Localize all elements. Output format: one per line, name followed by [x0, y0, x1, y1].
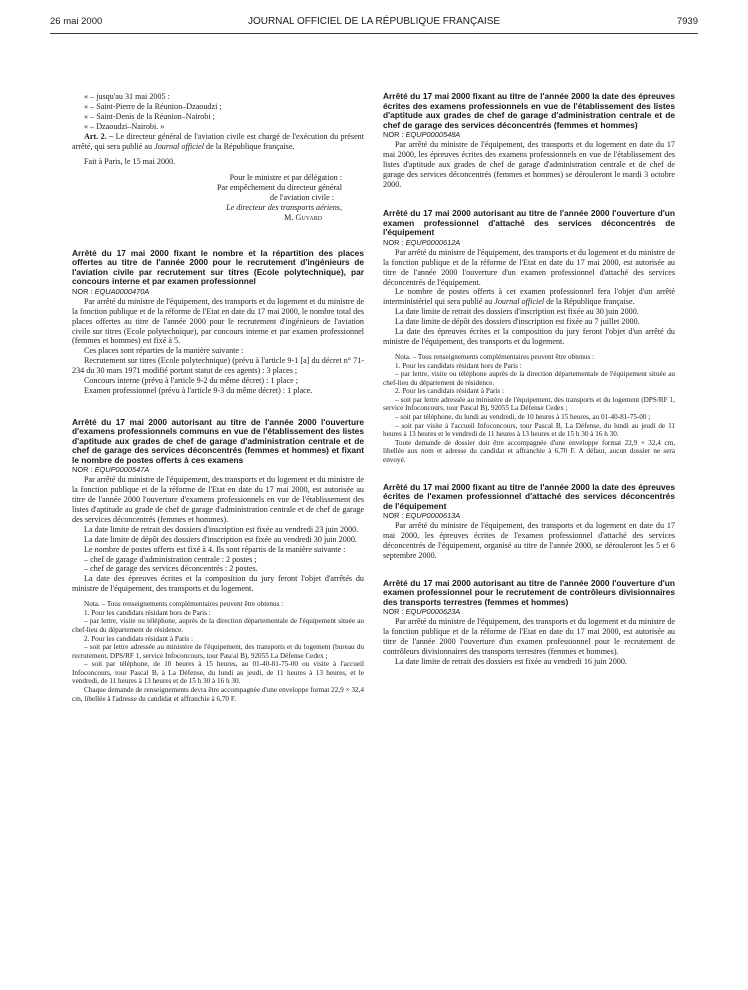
right-column: Arrêté du 17 mai 2000 fixant au titre de l'année 2000 la date des épreuves écrites des examens professionnels en vue de l'établissement des listes d'aptitude aux grades de chef de garage d'administration centrale et de chef de garage des services déconcentrés (femmes et hommes) NOR : EQUP0000548A Par arrêté du ministre de l'équipement, des transports et du logement en date du 17 mai 2000, les épreuves écrites des examens professionnels en vue de l'établissement des listes d'aptitude aux grades de chef de garage d'administration centrale et de chef de garage des services déconcentrés (femmes et hommes) se dérouleront le mardi 3 octobre 2000. Arrêté du 17 mai 2000 autorisant au titre de l'année 2000 l'ouverture d'un examen professionnel d'attaché des services déconcentrés de l'équipement NOR : EQUP0000612A Par arrêté du ministre de l'équipement, des transports et du logement et du ministre de la fonction publique et de la réforme de l'Etat en date du 17 mai 2000, est autorisée au titre de l'année 2000 l'ouverture d'un examen professionnel d'attaché des services déconcentrés de l'équipement. Le nombre de postes offerts à cet examen professionnel fera l'objet d'un arrêté interministériel qui sera publié au Journal officiel de la République française. La date limite de retrait des dossiers d'inscription est fixée au 30 juin 2000. La date limite de dépôt des dossiers d'inscription est fixée au 7 juillet 2000. La date des épreuves écrites et la composition du jury feront l'objet d'un arrêté du ministre de l'équipement, des transports et du logement. Nota. – Tous renseignements complémentaires peuvent être obtenus : 1. Pour les candidats résidant hors de Paris : – par lettre, visite ou téléphone auprès de la direction départementale de l'équipement située au chef-lieu du département de résidence. 2. Pour les candidats résidant à Paris : – soit par lettre adressée au ministère de l'équipement, des transports et du logement (DPS/RF 1, service Infoconcours, tour Pascal B), 92055 La Défense Cedex ; – soit par téléphone, du lundi au vendredi, de 10 heures à 15 heures, au 01-40-81-75-00 ; – soit par visite à l'accueil Infoconcours, tour Pascal B, La Défense, du lundi au jeudi de 11 heures à 13 heures et le vendredi de 11 heures à 13 heures et de 15 h 30 à 16 h 30. Toute demande de dossier doit être accompagnée d'une enveloppe format 22,9 × 32,4 cm, libellée aux nom et adresse du candidat et affranchie à 6,70 F. A défaut, aucun dossier ne sera envoyé. Arrêté du 17 mai 2000 fixant au titre de l'année 2000 la date des épreuves écrites de l'examen professionnel d'attaché des services déconcentrés de l'équipement NOR : EQUP0000613A Par arrêté du ministre de l'équipement, des transports et du logement en date du 17 mai 2000, les épreuves écrites de l'examen professionnel d'attaché des services déconcentrés de l'équipement, organisé au titre de l'année 2000, se dérouleront les 5 et 6 septembre 2000. Arrêté du 17 mai 2000 autorisant au titre de l'année 2000 l'ouverture d'un examen professionnel pour le recrutement de contrôleurs divisionnaires des transports terrestres (femmes et hommes) NOR : EQUP0000623A Par arrêté du ministre de l'équipement, des transports et du logement et du ministre de la fonction publique et de la réforme de l'Etat en date du 17 mai 2000, est autorisée au titre de l'année 2000 l'ouverture d'un examen professionnel pour le recrutement de contrôleurs divisionnaires des transports terrestres (femmes et hommes). La date limite de retrait des dossiers est fixée au vendredi 16 juin 2000. [383, 91, 675, 666]
route-item: « – jusqu'au 31 mai 2005 : [84, 92, 170, 101]
signatory-name: M. Guyard [284, 212, 322, 222]
left-column: « – jusqu'au 31 mai 2005 : « – Saint-Pierre de la Réunion–Dzaoudzi ; « – Saint-Denis de la Réunion–Nairobi ; « – Dzaoudzi–Nairobi. » Art. 2. – Le directeur général de l'aviation civile est chargé de l'exécution du présent arrêté, qui sera publié au Journal officiel de la République française. Fait à Paris, le 15 mai 2000. Pour le ministre et par délégation : Par empêchement du directeur général de l'aviation civile : Le directeur des transports aériens, M. Guyard Arrêté du 17 mai 2000 fixant le nombre et la répartition des places offertes au titre de l'année 2000 pour le recrutement d'ingénieurs de l'aviation civile par recrutement sur titres (Ecole polytechnique), par concours interne et par examen professionnel NOR : EQUA0000470A Par arrêté du ministre de l'équipement, des transports et du logement et du ministre de la fonction publique et de la réforme de l'Etat en date du 17 mai 2000, le nombre total des places offertes au titre de l'année 2000 pour le recrutement d'ingénieurs de l'aviation civile sur titres (Ecole polytechnique), par concours interne et par examen professionnel (femmes et hommes) est fixé à 5. Ces places sont réparties de la manière suivante : Recrutement sur titres (Ecole polytechnique) (prévu à l'article 9-1 [a] du décret n° 71-234 du 30 mars 1971 modifié portant statut de ces agents) : 3 places ; Concours interne (prévu à l'article 9-2 du même décret) : 1 place ; Examen professionnel (prévu à l'article 9-3 du même décret) : 1 place. Arrêté du 17 mai 2000 autorisant au titre de l'année 2000 l'ouverture d'examens professionnels communs en vue de l'établissement des listes d'aptitude aux grades de chef de garage d'administration centrale et de chef de garage des services déconcentrés (femmes et hommes) et fixant le nombre de postes offerts à ces examens NOR : EQUP0000547A Par arrêté du ministre de l'équipement, des transports et du logement et du ministre de la fonction publique et de la réforme de l'Etat en date du 17 mai 2000, est autorisée au titre de l'année 2000 l'ouverture d'examens professionnels en vue de l'établissement des listes d'aptitude au grade de chef de garage d'administration centrale et de chef de garage des services déconcentrés (femmes et hommes). La date limite de retrait des dossiers d'inscription est fixée au vendredi 23 juin 2000. La date limite de dépôt des dossiers d'inscription est fixée au vendredi 30 juin 2000. Le nombre de postes offerts est fixé à 4. Ils sont répartis de la manière suivante : – chef de garage d'administration centrale : 2 postes ; – chef de garage des services déconcentrés : 2 postes. La date des épreuves écrites et la composition du jury feront l'objet d'arrêtés du ministre de l'équipement, des transports et du logement. Nota. – Tous renseignements complémentaires peuvent être obtenus : 1. Pour les candidats résidant hors de Paris : – par lettre, visite ou téléphone, auprès de la direction départementale de l'équipement située au chef-lieu du département de résidence. 2. Pour les candidats résidant à Paris : – soit par lettre adressée au ministère de l'équipement, des transports et du logement (bureau du recrutement, DPS/RF 1, service Infoconcours, tour Pascal B), 92055 La Défense Cedex ; – soit par téléphone, de 10 heures à 15 heures, au 01-40-81-75-00 ou visite à l'accueil Infoconcours, tour Pascal B, à La Défense, du lundi au jeudi, de 11 heures à 13 heures, et le vendredi, de 11 heures à 13 heures et de 15 h 30 à 16 h 30. Chaque demande de renseignements devra être accompagnée d'une enveloppe format 22,9 × 32,4 cm, libellée à l'adresse du candidat et affranchie à 6,70 F. [72, 92, 364, 703]
page-number: 7939 [676, 16, 698, 27]
decree-title: Arrêté du 17 mai 2000 fixant au titre de l'année 2000 la date des épreuves écrites de l'examen professionnel d'attaché des services déconcentrés de l'équipement [383, 481, 675, 511]
nota: Nota. – Tous renseignements complémentaires peuvent être obtenus : [84, 600, 284, 609]
nor-reference: NOR : EQUP0000612A [383, 237, 461, 247]
route-item: « – Saint-Denis de la Réunion–Nairobi ; [84, 111, 215, 121]
nor-reference: NOR : EQUP0000623A [383, 607, 461, 617]
decree-title: Arrêté du 17 mai 2000 autorisant au titre de l'année 2000 l'ouverture d'examens professionnels communs en vue de l'établissement des listes d'aptitude aux grades de chef de garage d'administration centrale et de chef de garage des services déconcentrés (femmes et hommes) et fixant le nombre de postes offerts à ces examens [72, 416, 364, 465]
decree-title: Arrêté du 17 mai 2000 autorisant au titre de l'année 2000 l'ouverture d'un examen professionnel d'attaché des services déconcentrés de l'équipement [383, 208, 675, 238]
decree-title: Arrêté du 17 mai 2000 autorisant au titre de l'année 2000 l'ouverture d'un examen professionnel pour le recrutement de contrôleurs divisionnaires des transports terrestres (femmes et hommes) [383, 577, 675, 607]
nota: Nota. – Tous renseignements complémentaires peuvent être obtenus : [395, 352, 595, 361]
nor-reference: NOR : EQUP0000548A [383, 130, 461, 139]
nor-reference: NOR : EQUP0000613A [383, 511, 461, 521]
header-date: 26 mai 2000 [50, 16, 103, 27]
page-header [50, 16, 698, 32]
decree-title: Arrêté du 17 mai 2000 fixant le nombre et la répartition des places offertes au titre de l'année 2000 pour le recrutement d'ingénieurs de l'aviation civile par recrutement sur titres (Ecole polytechnique), par concours interne et par examen professionnel [72, 247, 364, 287]
route-item: « – Saint-Pierre de la Réunion–Dzaoudzi ; [84, 101, 222, 111]
article-2: Art. 2. – Le directeur général de l'aviation civile est chargé de l'exécution du présent arrêté, qui sera publié au Journal officiel de la République française. [72, 131, 364, 151]
nor-reference: NOR : EQUA0000470A [72, 286, 150, 296]
signature-block: Pour le ministre et par délégation : Par empêchement du directeur général de l'aviation civile : Le directeur des transports aériens, M. Guyard [72, 173, 364, 223]
header-rule [50, 33, 698, 34]
route-item: « – Dzaoudzi–Nairobi. » [84, 121, 165, 131]
journal-title: JOURNAL OFFICIEL DE LA RÉPUBLIQUE FRANÇAISE [247, 16, 501, 27]
decree-title: Arrêté du 17 mai 2000 fixant au titre de l'année 2000 la date des épreuves écrites des examens professionnels en vue de l'établissement des listes d'aptitude aux grades de chef de garage d'administration centrale et de chef de garage des services déconcentrés (femmes et hommes) [383, 91, 675, 130]
article-2-lead: Art. 2. – [84, 131, 114, 141]
fait-line: Fait à Paris, le 15 mai 2000. [84, 157, 176, 167]
nor-reference: NOR : EQUP0000547A [72, 465, 150, 475]
